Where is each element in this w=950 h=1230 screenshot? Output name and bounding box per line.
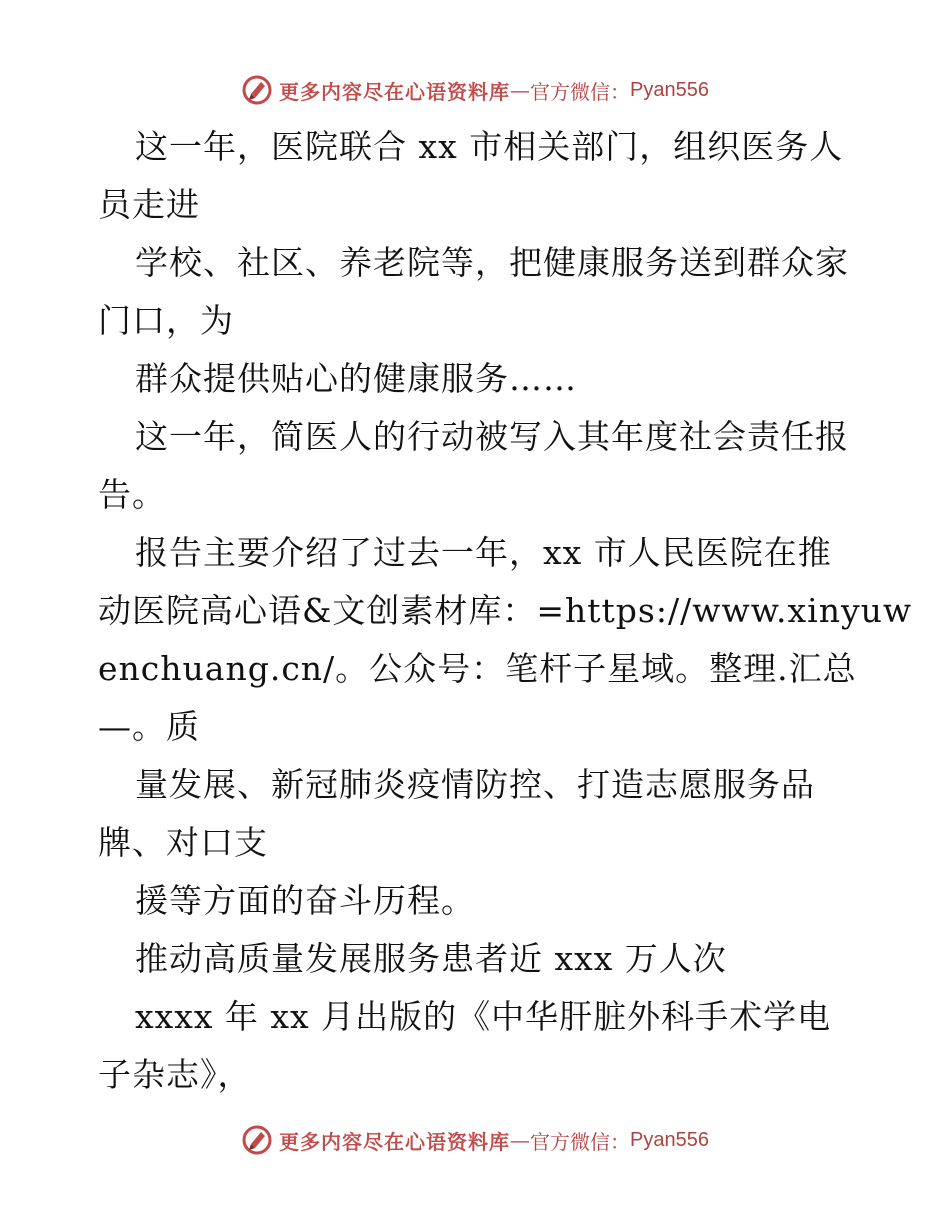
header-wechat-id: Pyan556 xyxy=(630,78,709,101)
footer-banner xyxy=(0,1120,950,1160)
header-dash: — xyxy=(510,78,531,102)
text-line: 报告主要介绍了过去一年，xx 市人民医院在推 xyxy=(135,533,832,572)
text-line: —。质 xyxy=(98,707,200,746)
header-wechat-label: 官方微信： xyxy=(530,79,631,104)
text-line: 量发展、新冠肺炎疫情防控、打造志愿服务品 xyxy=(135,765,815,804)
document-body xyxy=(98,118,913,1104)
text-line: xxxx 年 xx 月出版的《中华肝脏外科手术学电 xyxy=(135,997,832,1036)
logo-icon xyxy=(241,1124,273,1156)
footer-dash: — xyxy=(510,1128,531,1152)
text-line: 这一年，医院联合 xx 市相关部门，组织医务人 xyxy=(135,127,844,166)
footer-wechat-id: Pyan556 xyxy=(630,1128,709,1151)
footer-slogan: 更多内容尽在心语资料库 xyxy=(279,1129,511,1154)
text-line: 牌、对口支 xyxy=(98,823,268,862)
text-line: 援等方面的奋斗历程。 xyxy=(135,881,475,920)
text-line: 员走进 xyxy=(98,185,200,224)
text-line: 门口，为 xyxy=(98,301,234,340)
text-line: 子杂志》， xyxy=(98,1055,252,1094)
text-line: 群众提供贴心的健康服务…… xyxy=(135,359,577,398)
header-banner xyxy=(0,70,950,110)
text-line: 推动高质量发展服务患者近 xxx 万人次 xyxy=(135,939,727,978)
logo-icon xyxy=(241,74,273,106)
footer-wechat-label: 官方微信： xyxy=(530,1129,631,1154)
header-slogan: 更多内容尽在心语资料库 xyxy=(279,79,511,104)
text-line: 动医院高心语&文创素材库：=https://www.xinyuw xyxy=(98,591,913,630)
text-line: enchuang.cn/。公众号：笔杆子星域。整理.汇总 xyxy=(98,649,857,688)
text-line: 这一年，简医人的行动被写入其年度社会责任报 xyxy=(135,417,849,456)
text-line: 告。 xyxy=(98,475,166,514)
text-line: 学校、社区、养老院等，把健康服务送到群众家 xyxy=(135,243,849,282)
